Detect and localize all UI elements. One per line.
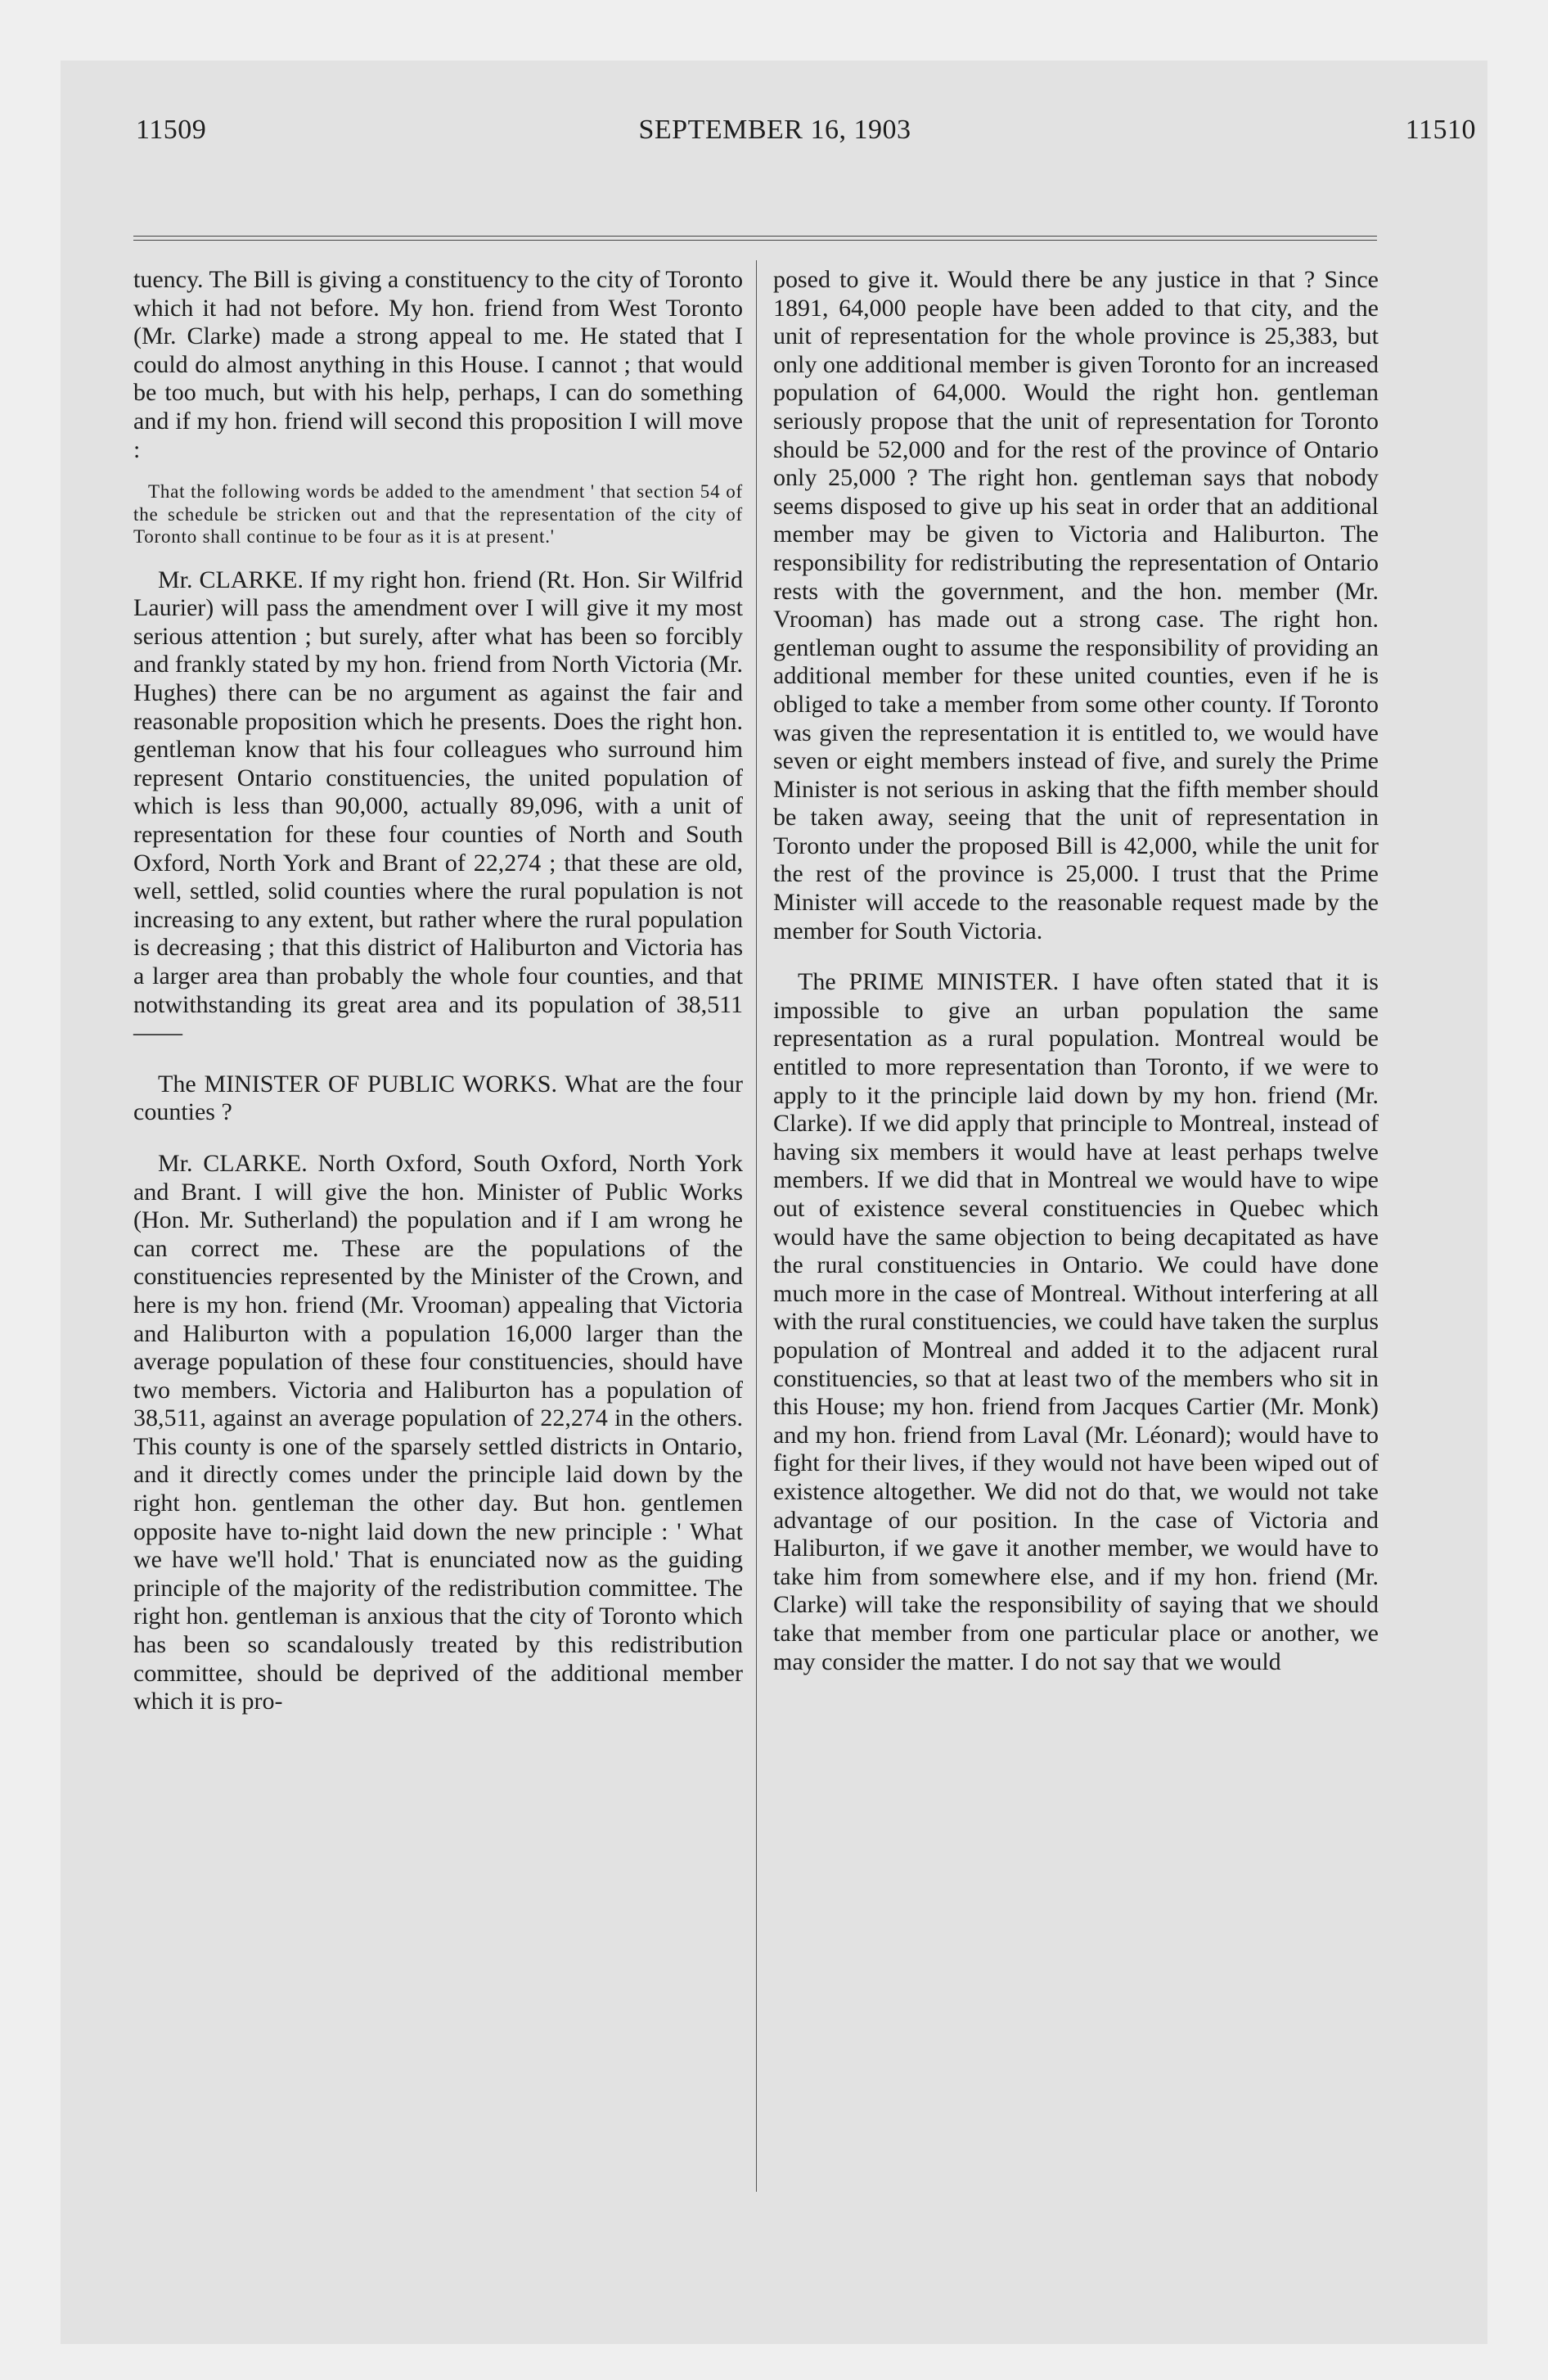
paragraph: posed to give it. Would there be any justice in that ? Since 1891, 64,000 people have been added to that city, and the unit of representation for the whole province is 25,383, but only one additional member is given Toronto for an increased population of 64,000. Would the right hon. gentleman seriously propose that the unit of representation for Toronto should be 52,000 and for the rest of the province of Ontario only 25,000 ? The right hon. gentleman says that nobody seems disposed to give up his seat in order that an additional member may be given to Victoria and Haliburton. The responsibility for redistributing the representation of Ontario rests with the government, and the hon. member (Mr. Vrooman) has made out a strong case. The right hon. gentleman ought to assume the responsibility of providing an additional member for these united counties, even if he is obliged to take a member from some other county. If Toronto was given the representation it is entitled to, we would have seven or eight members instead of five, and surely the Prime Minister is not serious in asking that the fifth member should be taken away, seeing that the unit of representation in Toronto under the proposed Bill is 42,000, while the unit for the rest of the province is 25,000. I trust that the Prime Minister will accede to the reasonable request made by the member for South Victoria. <box>773 266 1379 944</box>
page-header <box>67 115 1483 164</box>
paragraph: The PRIME MINISTER. I have often stated that it is impossible to give an urban population the same representation as a rural population. Montreal would be entitled to more representation than Toronto, if we were to apply to it the principle laid down by my hon. friend (Mr. Clarke). If we did apply that principle to Montreal, instead of having six members it would have at least perhaps twelve members. If we did that in Montreal we would have to wipe out of existence several constituencies in Quebec which would have the same objection to being decapitated as have the rural constituencies in Ontario. We could have done much more in the case of Montreal. Without interfering at all with the rural constituencies, we could have taken the surplus population of Montreal and added it to the adjacent rural constituencies, so that at least two of the members who sit in this House; my hon. friend from Jacques Cartier (Mr. Monk) and my hon. friend from Laval (Mr. Léonard); would have to fight for their lives, if they would not have been wiped out of existence altogether. We did not do that, we would not take advantage of our position. In the case of Victoria and Haliburton, if we gave it another member, we would have to take him from somewhere else, and if my hon. friend (Mr. Clarke) will take the responsibility of saying that we should take that member from one particular place or another, we may consider the matter. I do not say that we would <box>773 968 1379 1675</box>
paragraph: The MINISTER OF PUBLIC WORKS. What are the four counties ? <box>133 1070 743 1126</box>
column-divider <box>756 260 757 2192</box>
right-column <box>773 266 1379 1676</box>
header-rule <box>133 236 1377 241</box>
paragraph: Mr. CLARKE. North Oxford, South Oxford, North York and Brant. I will give the hon. Minister of Public Works (Hon. Mr. Sutherland) the population and if I am wrong he can correct me. These are the populations of the constituencies represented by the Minister of the Crown, and here is my hon. friend (Mr. Vrooman) appealing that Victoria and Haliburton with a population 16,000 larger than the average population of these four constituencies, should have two members. Victoria and Haliburton has a population of 38,511, against an average population of 22,274 in the others. This county is one of the sparsely settled districts in Ontario, and it directly comes under the principle laid down by the right hon. gentleman the other day. But hon. gentlemen opposite have to-night laid down the new principle : ' What we have we'll hold.' That is enunciated now as the guiding principle of the majority of the redistribution committee. The right hon. gentleman is anxious that the city of Toronto which has been so scandalously treated by this redistribution committee, should be deprived of the additional member which it is pro- <box>133 1149 743 1715</box>
left-column <box>133 266 743 1716</box>
paragraph: Mr. CLARKE. If my right hon. friend (Rt. Hon. Sir Wilfrid Laurier) will pass the amendment over I will give it my most serious attention ; but surely, after what has been so forcibly and frankly stated by my hon. friend from North Victoria (Mr. Hughes) there can be no argument as against the fair and reasonable proposition which he presents. Does the right hon. gentleman know that his four colleagues who surround him represent Ontario constituencies, the united population of which is less than 90,000, actually 89,096, with a unit of representation for these four counties of North and South Oxford, North York and Brant of 22,274 ; that these are old, well, settled, solid counties where the rural population is not increasing to any extent, but rather where the rural population is decreasing ; that this district of Haliburton and Victoria has a larger area than probably the whole four counties, and that notwithstanding its great area and its population of 38,511—— <box>133 566 743 1047</box>
paragraph: tuency. The Bill is giving a constituency to the city of Toronto which it had not before. My hon. friend from West Toronto (Mr. Clarke) made a strong appeal to me. He stated that I could do almost anything in this House. I cannot ; that would be too much, but with his help, perhaps, I can do something and if my hon. friend will second this proposition I will move : <box>133 266 743 463</box>
page-number-right: 11510 <box>1405 115 1476 145</box>
page-number-left: 11509 <box>136 115 207 145</box>
quoted-motion: That the following words be added to the amendment ' that section 54 of the schedule be stricken out and that the representation of the city of Toronto shall continue to be four as it is at present.' <box>133 481 743 548</box>
header-date: SEPTEMBER 16, 1903 <box>638 115 911 145</box>
